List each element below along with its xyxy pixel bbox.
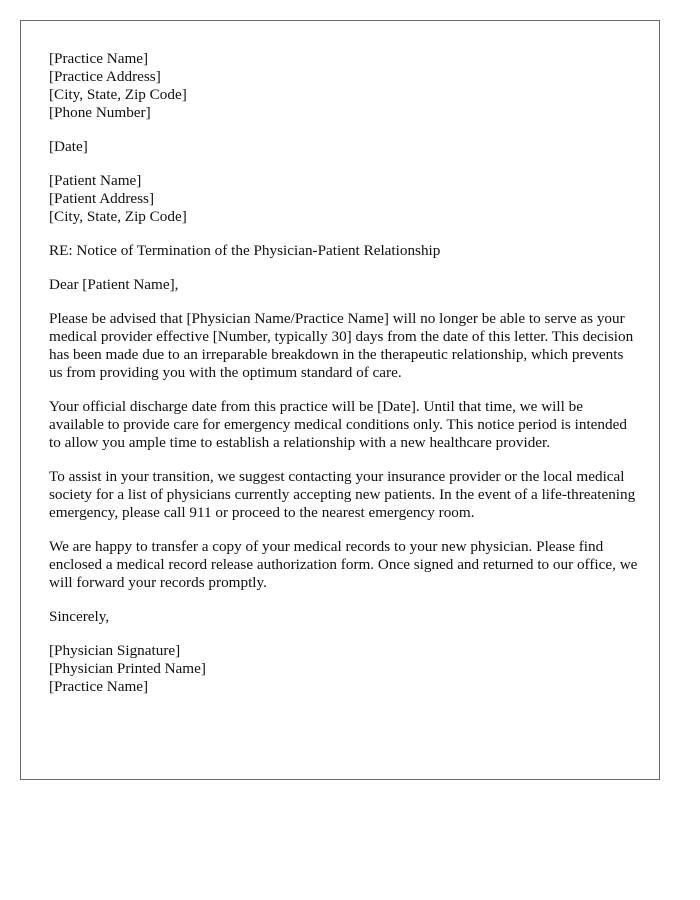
salutation-line [49,276,639,294]
letter-page [20,20,660,780]
physician-signature: [Physician Signature] [49,642,181,659]
paragraph-advisement: Please be advised that [Physician Name/Practice Name] will no longer be able to serve as your medical provider effective [Number, typically 30] days from the date of this letter. This decision has been made due to an irreparable breakdown in the therapeutic relationship, which prevents us from providing you with the optimum standard of care. [49,310,634,381]
recipient-city-state-zip: [City, State, Zip Code] [49,208,187,225]
closing-line [49,608,639,626]
recipient-address: [Patient Address] [49,190,155,207]
sender-block [49,50,639,122]
signature-block [49,642,639,696]
subject-line [49,242,639,260]
recipient-block [49,172,639,226]
paragraph-records: We are happy to transfer a copy of your medical records to your new physician. Please find enclosed a medical record release authorization form. Once signed and returned to our office, we will forward your records promptly. [49,538,638,591]
date-line [49,138,639,156]
recipient-name: [Patient Name] [49,172,142,189]
letter-body [49,50,639,712]
subject: RE: Notice of Termination of the Physician-Patient Relationship [49,242,441,259]
letter-date: [Date] [49,138,88,155]
sender-practice-address: [Practice Address] [49,68,161,85]
closing: Sincerely, [49,608,110,625]
sender-practice-name: [Practice Name] [49,50,149,67]
salutation: Dear [Patient Name], [49,276,179,293]
physician-printed-name: [Physician Printed Name] [49,660,206,677]
paragraph-discharge-date: Your official discharge date from this practice will be [Date]. Until that time, we will be available to provide care for emergency medical conditions only. This notice period is intended to allow you ample time to establish a relationship with a new healthcare provider. [49,398,627,451]
paragraph-transition: To assist in your transition, we suggest contacting your insurance provider or the local medical society for a list of physicians currently accepting new patients. In the event of a life-threatening emergency, please call 911 or proceed to the nearest emergency room. [49,468,636,521]
signature-practice-name: [Practice Name] [49,678,149,695]
sender-phone: [Phone Number] [49,104,151,121]
sender-city-state-zip: [City, State, Zip Code] [49,86,187,103]
